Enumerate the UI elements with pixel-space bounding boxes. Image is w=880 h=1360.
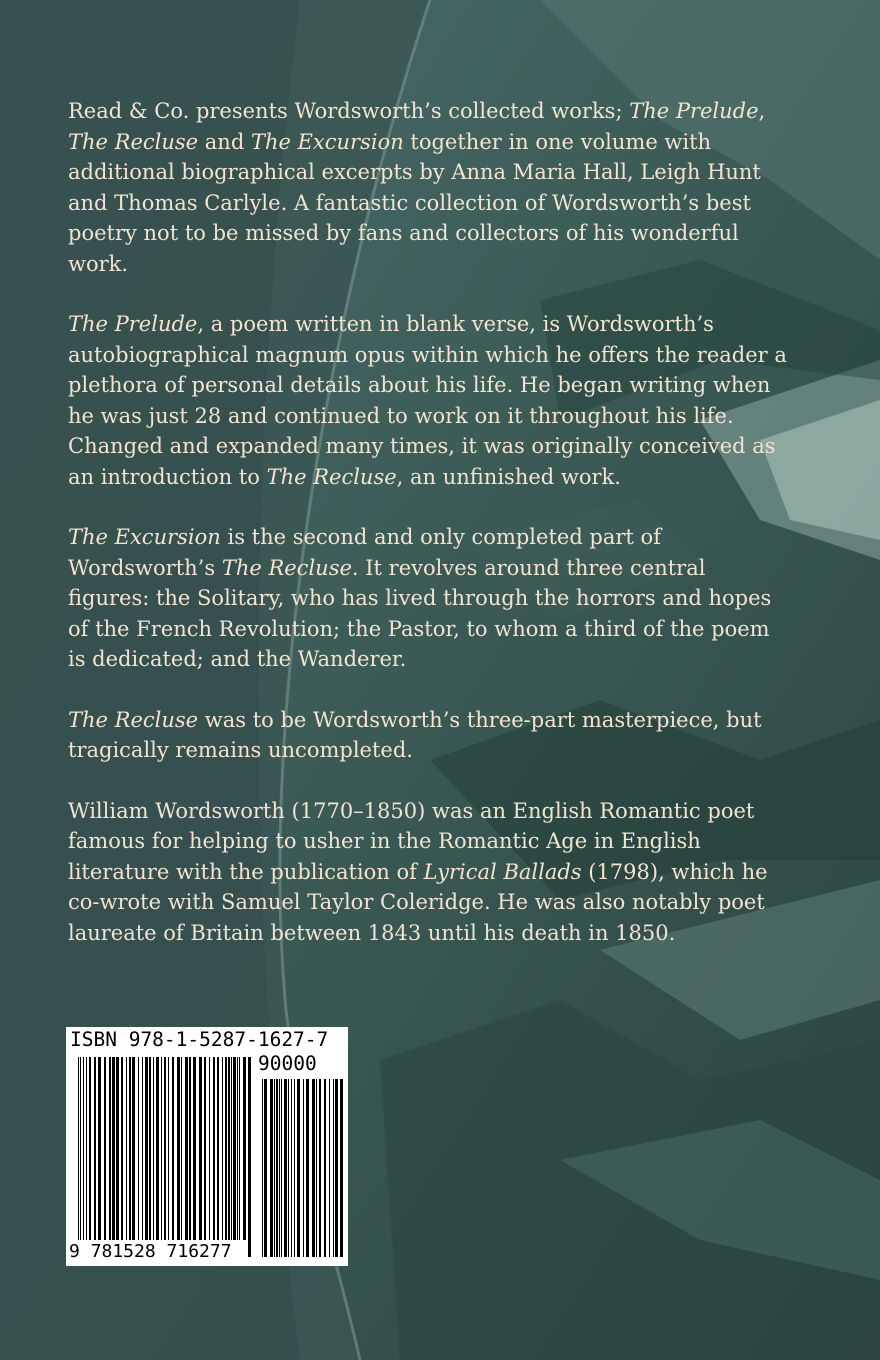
title-italic: The Recluse: [221, 555, 352, 580]
title-italic: The Recluse: [68, 129, 199, 154]
title-italic: The Excursion: [250, 129, 404, 154]
text-run: ,: [758, 99, 766, 123]
text-run: Read & Co. presents Wordsworth’s collected works;: [68, 99, 630, 123]
paragraph-recluse: [68, 705, 788, 766]
back-cover-blurb: [68, 96, 788, 978]
paragraph-biography: [68, 796, 788, 949]
paragraph-excursion: [68, 522, 788, 675]
isbn-barcode: [66, 1027, 348, 1266]
text-run: (1798), which he co-wrote with Samuel Taylor Coleridge. He was also notably poet laureate of Britain between 1843 until his death in 1850.: [68, 859, 768, 945]
paragraph-prelude: [68, 309, 788, 492]
price-code: 90000: [258, 1052, 317, 1075]
title-italic: The Recluse: [68, 707, 199, 732]
title-italic: Lyrical Ballads: [423, 859, 582, 884]
title-italic: The Prelude: [68, 312, 198, 336]
title-italic: The Recluse: [266, 464, 397, 489]
text-run: was to be Wordsworth’s three-part masterpiece, but tragically remains uncompleted.: [68, 707, 762, 762]
text-run: William Wordsworth (1770–1850) was an English Romantic poet famous for helping to usher in the Romantic Age in English literature with the publication of: [68, 798, 755, 884]
text-run: . It revolves around three central figures: the Solitary, who has lived through the horrors and hopes of the French Revolution; the Pastor, to whom a third of the poem is dedicated; and the Wanderer.: [68, 555, 772, 671]
text-run: , an unfinished work.: [396, 464, 621, 489]
title-italic: The Excursion: [68, 525, 221, 549]
isbn-label: ISBN 978-1-5287-1627-7: [70, 1028, 329, 1051]
text-run: together in one volume with additional biographical excerpts by Anna Maria Hall, Leigh Hunt and Thomas Carlyle. A fantastic collection of Wordsworth’s best poetry not to be missed by fans and collectors of his wonderful work.: [68, 129, 761, 276]
text-run: is the second and only completed part of Wordsworth’s: [68, 525, 661, 580]
paragraph-intro: [68, 96, 788, 279]
ean-digits: 9 781528 716277: [69, 1241, 232, 1262]
title-italic: The Prelude: [629, 99, 759, 123]
text-run: and: [198, 129, 251, 154]
text-run: , a poem written in blank verse, is Wordsworth’s autobiographical magnum opus within which he offers the reader a plethora of personal details about his life. He began writing when he was just 28 and continued to work on it throughout his life. Changed and expanded many times, it was originally conceived as an introduction to: [68, 312, 787, 489]
